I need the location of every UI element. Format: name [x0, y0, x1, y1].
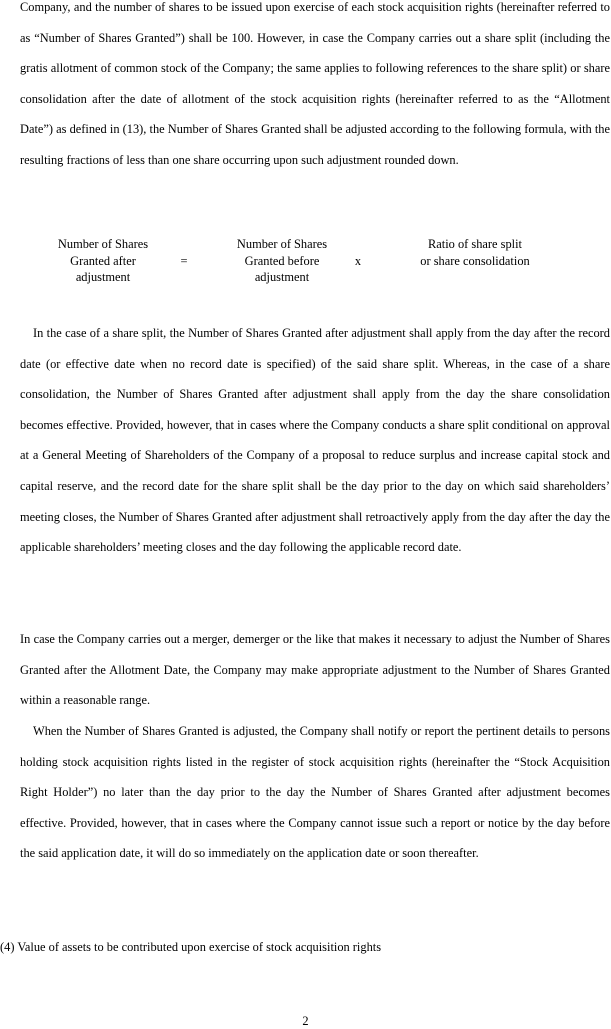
formula-right-line-1: Ratio of share split [428, 237, 522, 251]
paragraph-share-split-timing: In the case of a share split, the Number of Shares Granted after adjustment shall apply from the day after the record date (or effective date when no record date is specified) of the said share split. Whereas, in the case of a share consolidation, the Number of Shares Granted after adjustment shall apply from the day the share consolidation becomes effective. Provided, however, that in cases where the Company conducts a share split conditional on approval at a General Meeting of Shareholders of the Company of a proposal to reduce surplus and increase capital stock and capital reserve, and the record date for the share split shall be the day prior to the day on which said shareholders’ meeting closes, the Number of Shares Granted after adjustment shall retroactively apply from the day after the day the applicable shareholders’ meeting closes and the day following the applicable record date. [20, 326, 610, 555]
formula-shares-before-adjustment [222, 236, 342, 286]
formula-ratio [395, 236, 555, 269]
formula-left-line-3: adjustment [75, 270, 131, 284]
paragraph-merger-adjustment: In case the Company carries out a merger, demerger or the like that makes it necessary to adjust the Number of Shares Granted after the Allotment Date, the Company may make appropriate adjustment to the Number of Shares Granted within a reasonable range. [20, 632, 610, 708]
formula-shares-after-adjustment [44, 236, 162, 286]
formula-multiply-sign: x [354, 254, 362, 268]
section-heading-4: (4) Value of assets to be contributed upon exercise of stock acquisition rights [0, 940, 382, 954]
formula-equals-sign: = [180, 254, 188, 268]
paragraph-notification: When the Number of Shares Granted is adjusted, the Company shall notify or report the pertinent details to persons holding stock acquisition rights listed in the register of stock acquisition rights (hereinafter the “Stock Acquisition Right Holder”) no later than the day prior to the day the Number of Shares Granted after adjustment becomes effective. Provided, however, that in cases where the Company cannot issue such a report or notice by the day before the said application date, it will do so immediately on the application date or soon thereafter. [20, 724, 610, 861]
adjustment-formula [0, 236, 611, 288]
page-number: 2 [302, 1014, 309, 1028]
formula-middle-line-3: adjustment [254, 270, 310, 284]
formula-right-line-2: or share consolidation [420, 253, 530, 268]
formula-left-line-1: Number of Shares [57, 237, 149, 251]
formula-left-line-2: Granted after [70, 253, 136, 268]
formula-middle-line-1: Number of Shares [236, 237, 328, 251]
paragraph-number-of-shares: Company, and the number of shares to be issued upon exercise of each stock acquisition rights (hereinafter referred to as “Number of Shares Granted”) shall be 100. However, in case the Company carries out a share split (including the gratis allotment of common stock of the Company; the same applies to following references to the share split) or share consolidation after the date of allotment of the stock acquisition rights (hereinafter referred to as the “Allotment Date”) as defined in (13), the Number of Shares Granted shall be adjusted according to the following formula, with the resulting fractions of less than one share occurring upon such adjustment rounded down. [20, 0, 610, 167]
formula-middle-line-2: Granted before [244, 253, 320, 268]
